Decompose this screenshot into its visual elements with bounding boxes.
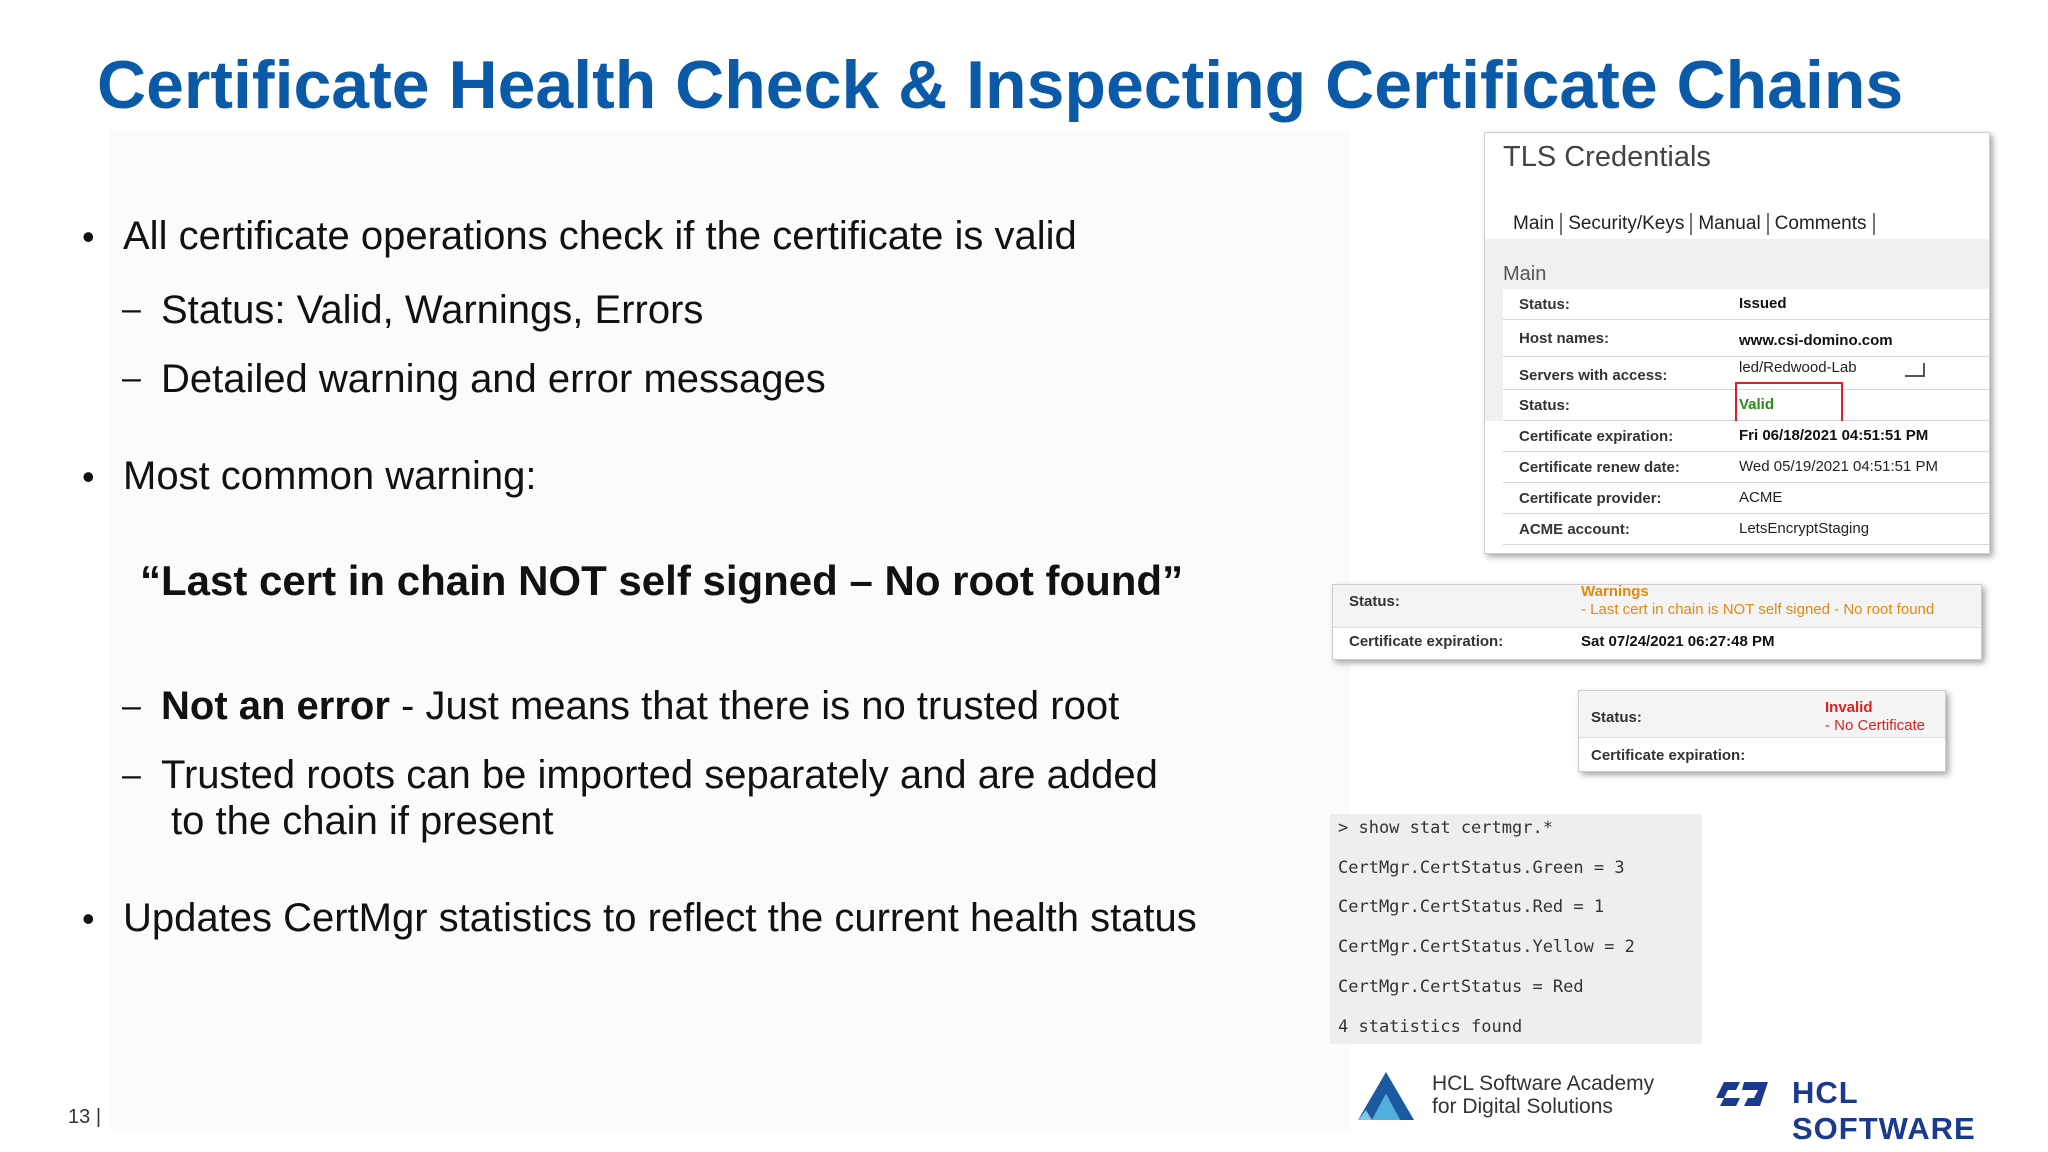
bullet-marker: • (82, 216, 95, 257)
table-row (1503, 289, 1989, 320)
field-label: Status: (1519, 296, 1570, 313)
bullet-marker: • (82, 898, 95, 939)
warning-detail: - Last cert in chain is NOT self signed - No root found (1581, 601, 1935, 618)
tab-main[interactable]: Main (1513, 213, 1562, 235)
field-label: Servers with access: (1519, 367, 1668, 384)
academy-logo-icon (1356, 1070, 1416, 1122)
field-label: Certificate provider: (1519, 490, 1662, 507)
field-value: led/Redwood-Lab (1739, 359, 1857, 376)
sub-bullet-text: Trusted roots can be imported separately and are added (161, 753, 1158, 797)
bullet-text: Updates CertMgr statistics to reflect the current health status (123, 896, 1197, 940)
content-background (110, 130, 1350, 1130)
dash-marker: – (122, 687, 141, 725)
sub-bullet-text: to the chain if present (171, 799, 554, 843)
invalid-status-panel (1578, 690, 1946, 772)
hcl-brand: HCL SOFTWARE (1792, 1075, 1976, 1146)
highlight-box (1735, 382, 1843, 426)
field-value: Fri 06/18/2021 04:51:51 PM (1739, 427, 1929, 444)
table-row (1503, 390, 1989, 421)
hcl-logo-icon (1714, 1078, 1770, 1110)
bullet-marker: • (82, 456, 95, 497)
warning-status-panel (1332, 584, 1982, 660)
invalid-title: Invalid (1825, 699, 1873, 716)
sub-bullet-text: Status: Valid, Warnings, Errors (161, 288, 704, 332)
sub-bullet-rest: - Just means that there is no trusted root (389, 684, 1120, 728)
warning-title: Warnings (1581, 583, 1649, 600)
field-edit-icon[interactable] (1905, 363, 1925, 377)
section-label: Main (1503, 263, 1547, 285)
field-value: Wed 05/19/2021 04:51:51 PM (1739, 458, 1939, 475)
field-label: ACME account: (1519, 521, 1630, 538)
console-line: CertMgr.CertStatus.Yellow = 2 (1338, 937, 1635, 957)
academy-brand (1432, 1072, 1654, 1118)
table-row (1503, 320, 1989, 357)
tab-comments[interactable]: Comments (1775, 213, 1875, 235)
page-number (68, 1106, 101, 1129)
expiration-label: Certificate expiration: (1591, 747, 1746, 764)
console-line: > show stat certmgr.* (1338, 818, 1553, 838)
warning-quote: “Last cert in chain NOT self signed – No root found” (140, 557, 1184, 604)
panel-title: TLS Credentials (1503, 141, 1711, 173)
tls-credentials-panel (1484, 132, 1990, 554)
field-label: Status: (1519, 397, 1570, 414)
expiration-label: Certificate expiration: (1349, 633, 1504, 650)
slide-title: Certificate Health Check & Inspecting Certificate Chains (97, 47, 1904, 123)
table-row (1503, 421, 1989, 452)
tab-manual[interactable]: Manual (1698, 213, 1768, 235)
console-line: CertMgr.CertStatus = Red (1338, 977, 1584, 997)
dash-marker: – (122, 290, 141, 328)
dash-marker: – (122, 359, 141, 397)
sub-bullet-text (161, 684, 1119, 729)
invalid-detail: - No Certificate (1825, 717, 1926, 734)
field-value: www.csi-domino.com (1739, 332, 1893, 349)
field-label: Certificate expiration: (1519, 428, 1674, 445)
dash-marker: – (122, 756, 141, 794)
academy-name: HCL Software Academy (1432, 1072, 1655, 1095)
field-value: LetsEncryptStaging (1739, 520, 1870, 537)
sub-bullet-text: Detailed warning and error messages (161, 357, 826, 401)
status-label: Status: (1349, 593, 1400, 610)
field-value: Issued (1739, 295, 1787, 312)
field-label: Certificate renew date: (1519, 459, 1680, 476)
academy-tagline: for Digital Solutions (1432, 1095, 1613, 1118)
tab-security-keys[interactable]: Security/Keys (1568, 213, 1692, 235)
status-valid: Valid (1739, 396, 1775, 413)
console-output (1330, 814, 1702, 1044)
table-row (1503, 514, 1989, 545)
page-separator: | (95, 1106, 102, 1128)
sub-bullet-bold: Not an error (161, 684, 390, 728)
status-label: Status: (1591, 709, 1642, 726)
bullet-text: Most common warning: (123, 454, 537, 498)
page-number-value: 13 (68, 1106, 91, 1128)
console-line: 4 statistics found (1338, 1017, 1523, 1037)
field-table (1503, 289, 1989, 545)
expiration-value: Sat 07/24/2021 06:27:48 PM (1581, 633, 1775, 650)
table-row (1503, 452, 1989, 483)
console-line: CertMgr.CertStatus.Red = 1 (1338, 897, 1605, 917)
field-label: Host names: (1519, 330, 1610, 347)
table-row (1503, 483, 1989, 514)
bullet-text: All certificate operations check if the certificate is valid (123, 214, 1077, 258)
tab-bar (1513, 213, 1881, 235)
console-line: CertMgr.CertStatus.Green = 3 (1338, 858, 1625, 878)
field-value: ACME (1739, 489, 1783, 506)
